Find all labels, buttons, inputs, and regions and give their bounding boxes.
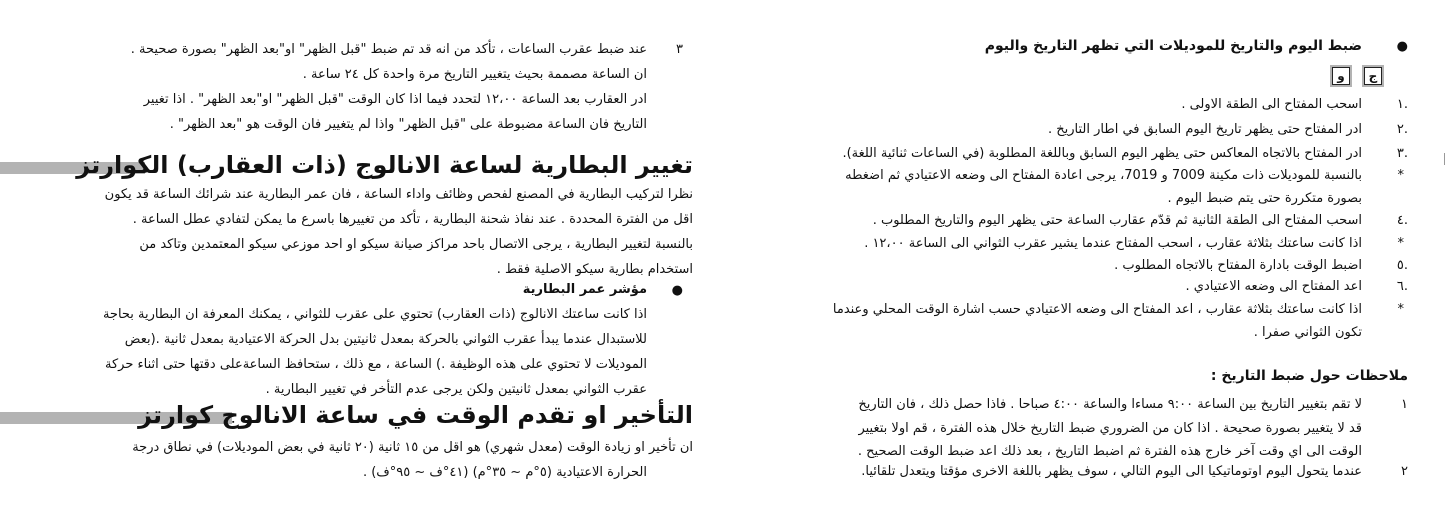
battery-indicator-heading: مؤشر عمر البطارية bbox=[522, 282, 647, 297]
step-number: .١ bbox=[1396, 97, 1408, 112]
step-text: تكون الثواني صفرا . bbox=[1253, 325, 1362, 340]
note-text: لا تقم بتغيير التاريخ بين الساعة ٩:٠٠ مساءا والساعة ٤:٠٠ صباحا . فاذا حصل ذلك ، فان التاريخ bbox=[858, 397, 1362, 412]
accuracy-section-title: التأخير او تقدم الوقت في ساعة الانالوج كوارتز bbox=[138, 401, 693, 429]
crown-position-c-icon bbox=[1362, 65, 1384, 87]
step-text: ادر المفتاح بالاتجاه المعاكس حتى يظهر اليوم السابق وباللغة المطلوبة (في الساعات ثنائية اللغة). bbox=[842, 146, 1362, 161]
right-page bbox=[725, 0, 1450, 505]
step-text: بالنسبة للموديلات ذات مكينة 7009 و 7019، يرجى اعادة المفتاح الى وضعه الاعتيادي ثم اضغطه bbox=[845, 168, 1362, 183]
text-line: ان الساعة مصممة بحيث يتغيير التاريخ مرة واحدة كل ٢٤ ساعة . bbox=[302, 67, 647, 82]
text-line: بالنسبة لتغيير البطارية ، يرجى الاتصال باحد مراكز صيانة سيكو او احد موزعي سيكو المعتمدين وتاكد من bbox=[139, 237, 693, 252]
battery-section-title: تغيير البطارية لساعة الانالوج (ذات العقارب) الكوارتز bbox=[76, 151, 693, 179]
note-text: قد لا يتغيير بصورة صحيحة . اذا كان من الضروري ضبط التاريخ خلال هذه الفترة ، قم اولا بتغيير bbox=[858, 421, 1362, 436]
text-line: الموديلات لا تحتوي على هذه الوظيفة .) الساعة ، مع ذلك ، ستحافظ الساعةعلى دقتها حتى اثناء حركة bbox=[105, 357, 647, 372]
date-notes-heading: ملاحظات حول ضبط التاريخ : bbox=[1210, 368, 1408, 384]
text-line: عند ضبط عقرب الساعات ، تأكد من انه قد تم ضبط "قبل الظهر" او"بعد الظهر" بصورة صحيحة . bbox=[130, 42, 647, 57]
step-text: اسحب المفتاح الى الطقة الاولى . bbox=[1181, 97, 1362, 112]
step-text: اذا كانت ساعتك بثلاثة عقارب ، اعد المفتاح الى وضعه الاعتيادي حسب اشارة الوقت المحلي وعندما bbox=[832, 302, 1362, 317]
step-text: اضبط الوقت بادارة المفتاح بالاتجاه المطلوب . bbox=[1114, 258, 1362, 273]
text-line: التاريخ فان الساعة مضبوطة على "قبل الظهر" واذا لم يتغيير فان الوقت هو "بعد الظهر" . bbox=[169, 117, 647, 132]
step-text: اذا كانت ساعتك بثلاثة عقارب ، اسحب المفتاح عندما يشير عقرب الثواني الى الساعة ١٢،٠٠ . bbox=[864, 236, 1362, 251]
text-line: الحرارة الاعتيادية (٥°م ~ ٣٥°م) (٤١°ف ~ ٩٥°ف) . bbox=[362, 465, 647, 480]
asterisk-mark: * bbox=[1397, 302, 1404, 317]
step-number: .٢ bbox=[1396, 122, 1408, 137]
text-line: اذا كانت ساعتك الانالوج (ذات العقارب) تحتوي على عقرب للثواني ، يمكنك المعرفة ان البطارية بحاجة bbox=[102, 307, 647, 322]
step-number: .٦ bbox=[1396, 279, 1408, 294]
crown-position-w-icon bbox=[1330, 65, 1352, 87]
date-setting-heading: ضبط اليوم والتاريخ للموديلات التي تظهر التاريخ واليوم bbox=[984, 38, 1362, 54]
step-number: .٤ bbox=[1396, 213, 1408, 228]
note-number: ٢ bbox=[1401, 464, 1408, 479]
bullet-dot: ● bbox=[671, 283, 683, 298]
bullet-dot: ● bbox=[1396, 39, 1408, 54]
note-text: عندما يتحول اليوم اوتوماتيكيا الى اليوم التالي ، سوف يظهر باللغة الاخرى مؤقتا ويتعدل تلقائيا. bbox=[861, 464, 1362, 479]
text-line: اقل من الفترة المحددة . عند نفاذ شحنة البطارية ، تأكد من تغييرها باسرع ما يمكن لتفادي عطل الساعة . bbox=[132, 212, 693, 227]
text-line: عقرب الثواني بمعدل ثانيتين ولكن يرجى عدم التأخر في تغيير البطارية . bbox=[265, 382, 647, 397]
step-text: ادر المفتاح حتى يظهر تاريخ اليوم السابق في اطار التاريخ . bbox=[1047, 122, 1362, 137]
item-number: ٣ bbox=[676, 42, 683, 57]
text-line: نظرا لتركيب البطارية في المصنع لفحص وظائف واداء الساعة ، فان عمر البطارية عند شرائك الساعة قد يكون bbox=[104, 187, 693, 202]
step-text: اسحب المفتاح الى الطقة الثانية ثم قدّم عقارب الساعة حتى يظهر اليوم والتاريخ المطلوب . bbox=[872, 213, 1362, 228]
text-line: ان تأخير او زيادة الوقت (معدل شهري) هو اقل من ١٥ ثانية (٢٠ ثانية في بعض الموديلات) في نطاق درجة bbox=[132, 440, 693, 455]
step-number: .٣ bbox=[1396, 146, 1408, 161]
button-label: ج bbox=[1364, 67, 1382, 85]
button-label: و bbox=[1332, 67, 1350, 85]
text-line: للاستبدال عندما يبدأ عقرب الثواني بالحركة بمعدل ثانيتين بدل الحركة الاعتيادية بمعدل ثانية .(بعض bbox=[124, 332, 647, 347]
note-text: الوقت الى اي وقت آخر خارج هذه الفترة ثم اضبط التاريخ ، بعد ذلك اعد ضبط الوقت الصحيح . bbox=[857, 444, 1362, 459]
text-line: ادر العقارب بعد الساعة ١٢،٠٠ لتحدد فيما اذا كان الوقت "قبل الظهر" او"بعد الظهر" . اذا تغيير bbox=[143, 92, 647, 107]
step-text: بصورة متكررة حتى يتم ضبط اليوم . bbox=[1167, 191, 1362, 206]
crop-mark bbox=[1444, 153, 1445, 165]
step-number: .٥ bbox=[1396, 258, 1408, 273]
text-line: استخدام بطارية سيكو الاصلية فقط . bbox=[496, 262, 693, 277]
asterisk-mark: * bbox=[1397, 168, 1404, 183]
step-text: اعد المفتاح الى وضعه الاعتيادي . bbox=[1185, 279, 1362, 294]
note-number: ١ bbox=[1401, 397, 1408, 412]
asterisk-mark: * bbox=[1397, 236, 1404, 251]
